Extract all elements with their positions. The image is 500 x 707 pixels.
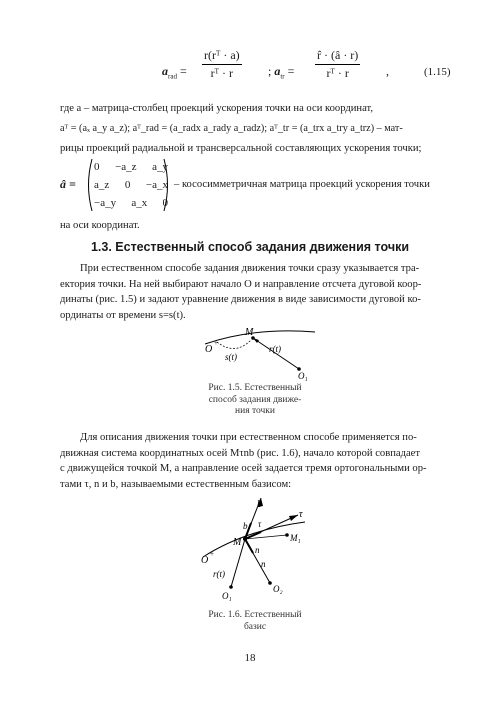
matrix-cell: −a_x	[145, 179, 168, 191]
para1-line: ектория точки. На ней выбирают начало O и направление отсчета дуговой коор-	[60, 278, 422, 290]
eq-den1: rᵀ · r	[210, 66, 233, 80]
matrix-cell: −a_y	[94, 197, 117, 209]
paragraph-1	[60, 261, 460, 323]
eq-lhs2: a	[274, 64, 281, 78]
figure-1-6-caption	[200, 610, 310, 633]
matrix-cell: a_z	[94, 179, 110, 191]
para1-line: При естественном способе задания движения точки сразу указывается тра-	[80, 263, 420, 274]
fig1-label-M: M	[245, 327, 254, 338]
where-line-1: где a – матрица-столбец проекций ускорения точки на оси координат,	[60, 103, 374, 114]
fig2-label-plus: +	[210, 550, 214, 558]
matrix-cell: a_y	[152, 161, 168, 173]
eq-den2: rᵀ · r	[326, 66, 349, 80]
section-title: 1.3. Естественный способ задания движения точки	[90, 240, 410, 254]
fig1-label-r: r(t)	[269, 344, 281, 354]
matrix-cell: 0	[162, 197, 168, 209]
matrix-cell: 0	[124, 179, 131, 191]
caption-line: базис	[243, 621, 267, 632]
fig1-label-O: O	[205, 344, 213, 355]
equation-number: (1.15)	[424, 66, 451, 78]
fig2-label-b-vec: b	[243, 521, 248, 531]
figure-1-5-diagram	[195, 322, 325, 382]
fig2-label-tau-vec: τ	[258, 519, 262, 529]
eq-lhs1-sub: rad	[168, 72, 177, 81]
eq-lhs2-sub: tr	[280, 72, 285, 81]
matrix-desc: – кососимметричная матрица проекций ускорения точки	[174, 179, 430, 190]
fig1-label-O1: O₁	[298, 371, 308, 381]
figure-1-6-diagram	[195, 495, 315, 605]
matrix-cell: a_x	[131, 197, 148, 209]
where-line-3: рицы проекций радиальной и трансверсальной составляющих ускорения точки;	[60, 143, 422, 154]
fraction-tr	[315, 48, 360, 81]
para1-line: ординаты от времени s=s(t).	[60, 309, 186, 321]
fraction-rad	[202, 48, 242, 81]
para2-line: Для описания движения точки при естественном способе применяется по-	[80, 432, 417, 443]
paragraph-2	[60, 430, 460, 492]
fig1-label-plus: +	[214, 339, 218, 347]
where-line-5: на оси координат.	[60, 220, 140, 231]
caption-line: ния точки	[235, 406, 275, 416]
fig2-label-O: O	[201, 555, 209, 566]
fig2-label-n-vec: n	[255, 545, 260, 555]
caption-line: Рис. 1.6. Естественный	[208, 610, 302, 620]
para1-line: динаты (рис. 1.5) и задают уравнение движения в виде зависимости дуговой ко-	[60, 294, 421, 305]
para2-line: тами τ, n и b, называемыми естественным базисом:	[60, 478, 292, 490]
matrix-cell: −a_z	[115, 161, 137, 173]
fig1-label-s: s(t)	[225, 352, 237, 362]
fig2-label-O1: O₁	[222, 591, 232, 601]
eq-end: ,	[386, 64, 389, 78]
fig2-label-b: b	[257, 499, 262, 510]
skew-matrix-block	[60, 157, 460, 213]
fig2-label-tau: τ	[299, 509, 303, 520]
fig2-label-O2: O₂	[273, 584, 283, 594]
eq-num1: r(rᵀ · a)	[202, 48, 242, 65]
matrix-grid	[94, 158, 168, 212]
fig2-label-M1: M₁	[290, 533, 301, 543]
caption-line: Рис. 1.5. Естественный	[208, 383, 302, 393]
eq-num2: r̂ · (â · r)	[315, 48, 360, 65]
fig2-label-n: n	[261, 559, 266, 569]
caption-line: способ задания движе-	[208, 394, 302, 405]
para2-line: с движущейся точкой M, а направление осей задается тремя ортогональными ор-	[60, 463, 427, 474]
para2-line: движная система координатных осей Mτnb (рис. 1.6), начало которой совпадает	[60, 447, 420, 459]
where-line-2: aᵀ = (aₓ a_y a_z); aᵀ_rad = (a_radx a_rady a_radz); aᵀ_tr = (a_trx a_try a_trz) – мат-	[60, 123, 403, 134]
matrix-cell: 0	[94, 161, 100, 173]
fig2-label-r: r(t)	[213, 569, 225, 579]
page-number: 18	[244, 652, 256, 664]
fig2-label-M: M	[233, 537, 242, 548]
equation-1-15: $a_{rad}$ = $\frac{\text{r(rᵀ · a)}}{\text{rᵀ · r}}$ ; $a_{tr}$ = $\frac{r̂ \cdot (â \cdot r)}{\text{rᵀ · r}}$ ,	[162, 48, 389, 81]
matrix-label: â =	[60, 177, 76, 191]
eq-sep: ;	[268, 64, 272, 78]
eq-lhs1: a	[162, 64, 168, 78]
figure-1-5-caption	[200, 383, 310, 418]
